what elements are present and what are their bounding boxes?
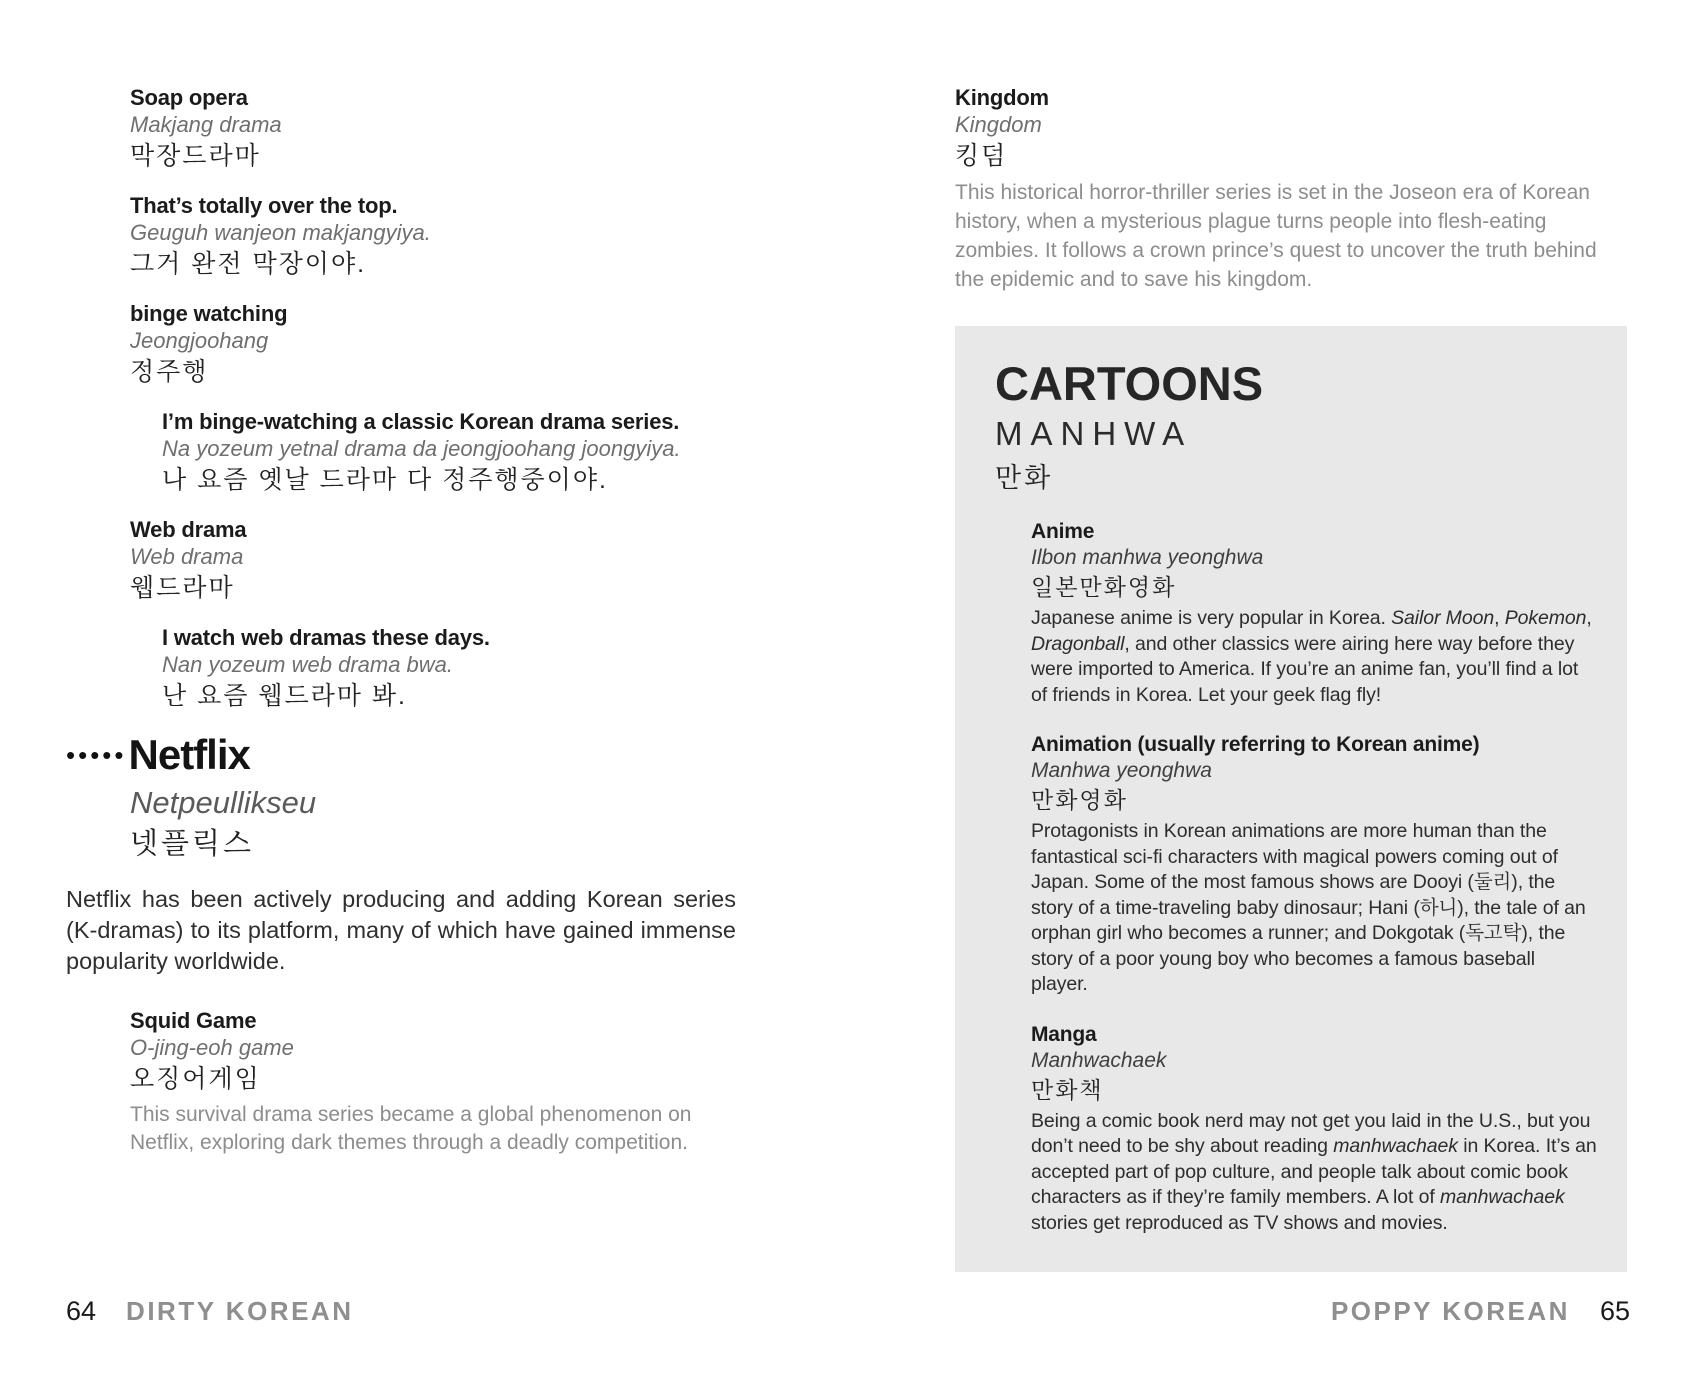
phrase-korean: 만화영화: [1031, 787, 1128, 813]
phrase-description: This historical horror-thriller series is set in the Joseon era of Korean history, when a mysterious plague turns people into flesh-eating zombies. It follows a crown prince’s quest to uncover the truth behind the epidemic and to save his kingdom.: [955, 181, 1597, 291]
netflix-korean: 넷플릭스: [130, 828, 255, 860]
netflix-romanized: Netpeullikseu: [130, 785, 317, 820]
phrase-description: Being a comic book nerd may not get you laid in the U.S., but you don’t need to be shy about reading manhwachaek in Korea. It’s an accepted part of pop culture, and people talk about comic book characters as if they’re family members. A lot of manhwachaek stories get reproduced as TV shows and movies.: [1031, 1109, 1597, 1234]
phrase-romanized: Manhwa yeonghwa: [1031, 759, 1212, 782]
cartoons-section-subtitle: MANHWA: [995, 415, 1193, 452]
phrase-entry-binge-sentence: [162, 408, 736, 496]
phrase-description: Japanese anime is very popular in Korea. Sailor Moon, Pokemon, Dragonball, and other classics were airing here way before they were imported to America. If you’re an anime fan, you’ll find a lot of friends in Korea. Let your geek flag fly!: [1031, 607, 1592, 706]
phrase-romanized: Makjang drama: [130, 112, 282, 137]
phrase-entry-squid-game: [130, 1007, 736, 1157]
phrase-romanized: Ilbon manhwa yeonghwa: [1031, 546, 1264, 569]
section-title-netflix: Netflix: [128, 731, 250, 778]
netflix-section-heading: [66, 732, 736, 778]
phrase-korean: 오징어게임: [130, 1065, 261, 1093]
phrase-description: Protagonists in Korean animations are more human than the fantastical sci-fi characters with magical powers coming out of Japan. Some of the most famous shows are Dooyi (둘리), the story of a time-traveling baby dinosaur; Hani (하니), the tale of an orphan girl who becomes a runner; and Dokgotak (독고탁), the story of a poor young boy who becomes a famous baseball player.: [1031, 820, 1586, 995]
right-page-footer: [1331, 1296, 1630, 1327]
phrase-description: This survival drama series became a global phenomenon on Netflix, exploring dark themes through a deadly competition.: [130, 1103, 692, 1154]
phrase-english: Manga: [1031, 1022, 1097, 1046]
left-page: [66, 84, 736, 1177]
phrase-korean: 그거 완전 막장이야.: [130, 250, 367, 278]
phrase-english: Web drama: [130, 517, 247, 542]
phrase-romanized: O-jing-eoh game: [130, 1035, 294, 1060]
phrase-romanized: Manhwachaek: [1031, 1048, 1167, 1072]
section-dots-icon: •••••: [66, 740, 127, 770]
phrase-romanized: Nan yozeum web drama bwa.: [162, 652, 454, 677]
phrase-entry-over-the-top: [130, 192, 736, 280]
phrase-entry-web-drama-sentence: [162, 624, 736, 712]
cartoons-section-title: CARTOONS: [995, 357, 1264, 410]
phrase-korean: 일본만화영화: [1031, 574, 1177, 600]
phrase-english: Soap opera: [130, 85, 248, 110]
phrase-english: Kingdom: [955, 85, 1049, 110]
running-title-left: DIRTY KOREAN: [126, 1296, 354, 1326]
left-page-footer: [66, 1296, 353, 1327]
phrase-korean: 막장드라마: [130, 142, 261, 170]
phrase-korean: 정주행: [130, 358, 209, 386]
phrase-english: I watch web dramas these days.: [162, 625, 490, 650]
page-number-right: 65: [1599, 1296, 1630, 1326]
phrase-romanized: Na yozeum yetnal drama da jeongjoohang joongyiya.: [162, 436, 681, 461]
box-entry-animation: [1031, 732, 1597, 998]
phrase-entry-web-drama: [130, 516, 736, 604]
box-entry-manga: [1031, 1022, 1597, 1237]
phrase-english: Anime: [1031, 520, 1095, 543]
phrase-korean: 난 요즘 웹드라마 봐.: [162, 682, 407, 710]
phrase-romanized: Web drama: [130, 544, 244, 569]
phrase-english: binge watching: [130, 301, 288, 326]
phrase-korean: 만화책: [1031, 1076, 1104, 1103]
phrase-english: Animation (usually referring to Korean anime): [1031, 733, 1480, 756]
phrase-romanized: Jeongjoohang: [130, 328, 269, 353]
phrase-entry-binge-watching: [130, 300, 736, 388]
cartoons-section-korean: 만화: [995, 463, 1054, 493]
right-page: [955, 84, 1627, 1272]
phrase-english: I’m binge-watching a classic Korean drama series.: [162, 409, 680, 434]
cartoons-section-box: [955, 326, 1627, 1272]
phrase-entry-soap-opera: [130, 84, 736, 172]
squid-game-block: [66, 1007, 736, 1157]
box-entry-anime: [1031, 519, 1597, 708]
phrase-english: Squid Game: [130, 1008, 257, 1033]
phrase-korean: 웹드라마: [130, 574, 235, 602]
phrase-english: That’s totally over the top.: [130, 193, 398, 218]
phrase-entry-kingdom: [955, 84, 1627, 294]
phrase-korean: 킹덤: [955, 142, 1008, 170]
phrase-romanized: Kingdom: [955, 112, 1042, 137]
page-number-left: 64: [66, 1296, 97, 1326]
phrase-romanized: Geuguh wanjeon makjangyiya.: [130, 220, 431, 245]
netflix-paragraph: Netflix has been actively producing and adding Korean series (K-dramas) to its platform, many of which have gained immense popularity worldwide.: [66, 886, 736, 974]
running-title-right: POPPY KOREAN: [1330, 1296, 1570, 1326]
phrase-korean: 나 요즘 옛날 드라마 다 정주행중이야.: [162, 466, 608, 494]
